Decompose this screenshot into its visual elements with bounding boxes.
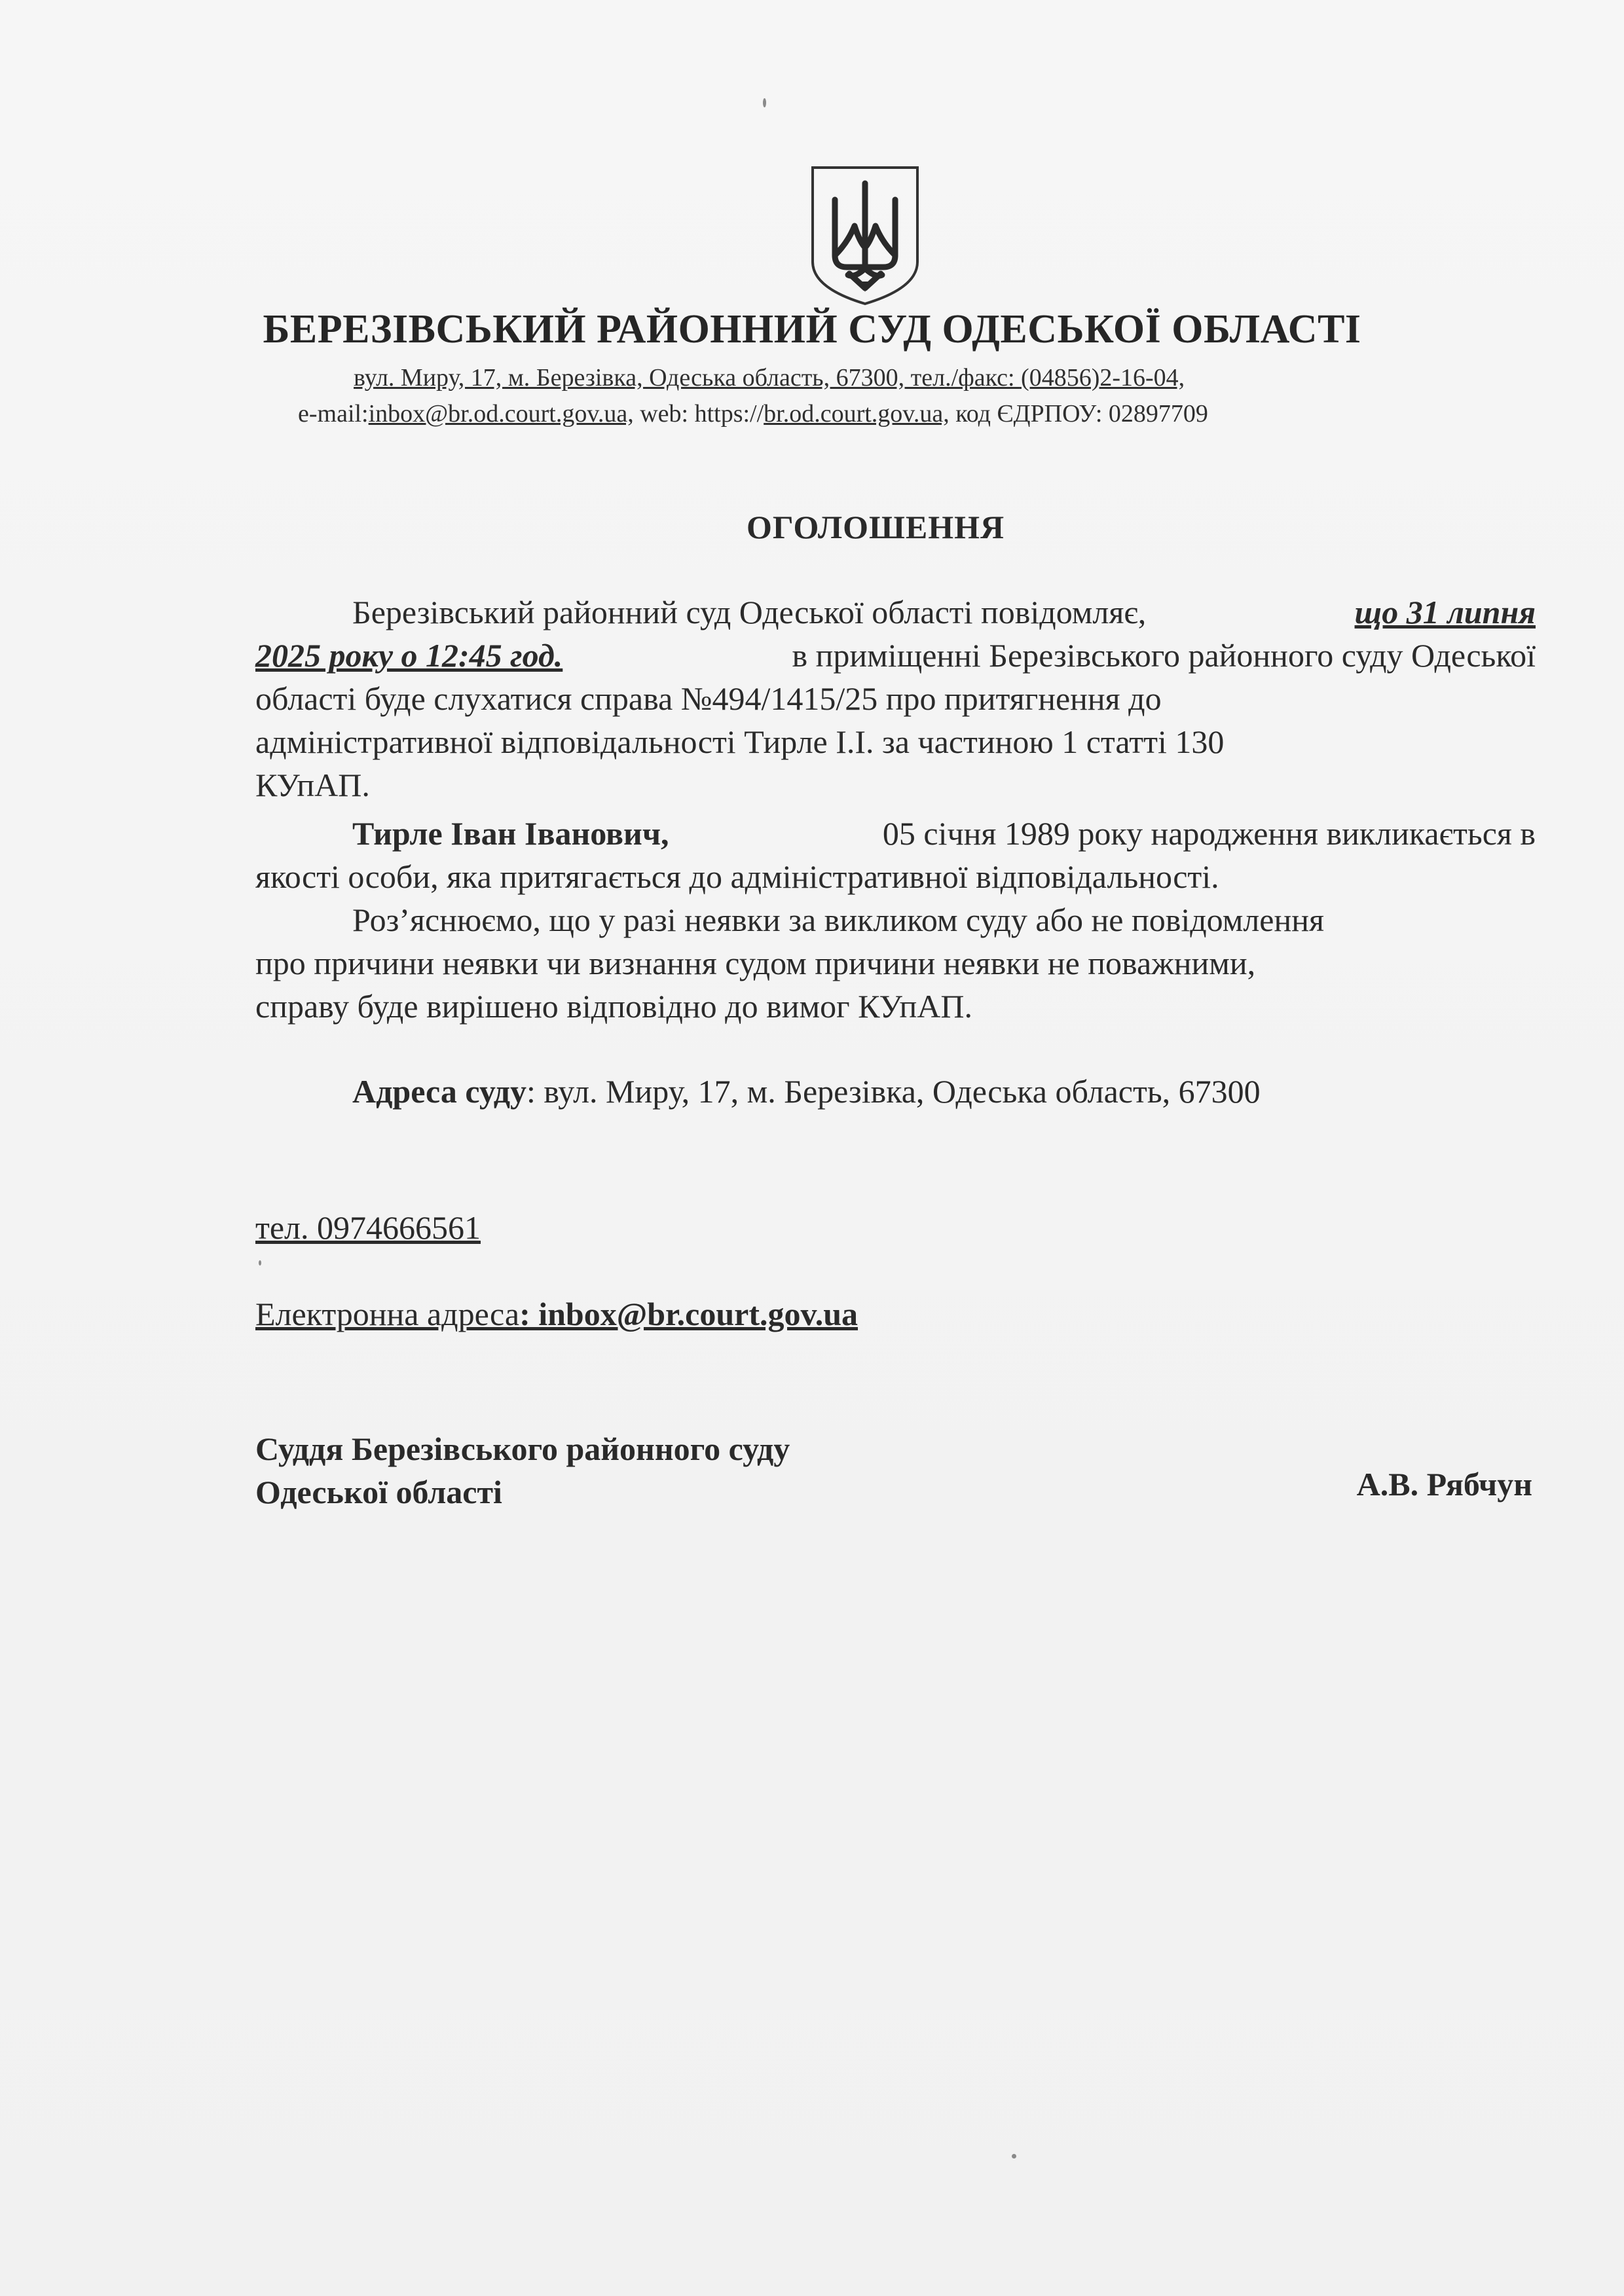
- phone-number[interactable]: тел. 0974666561: [255, 1209, 481, 1246]
- line-text: якості особи, яка притягається до адміністративної відповідальності.: [255, 858, 1219, 895]
- email-contact-link[interactable]: : inbox@br.court.gov.ua: [519, 1296, 858, 1332]
- line-text: 05 січня 1989 року народження викликається в: [882, 815, 1536, 852]
- web-label: web: https://: [633, 400, 764, 428]
- paragraph-line: [255, 855, 1536, 898]
- scan-speck: [259, 1260, 261, 1266]
- person-name: Тирле Іван Іванович,: [352, 815, 669, 852]
- judge-title-line: Одеської області: [255, 1474, 502, 1510]
- court-contacts-line: [298, 399, 1208, 428]
- hearing-time: 2025 року о 12:45 год.: [255, 637, 563, 674]
- judge-title: [255, 1427, 790, 1514]
- paragraph-hearing: [255, 591, 1536, 807]
- document-title: ОГОЛОШЕННЯ: [747, 509, 1005, 545]
- header-web-link[interactable]: br.od.court.gov.ua,: [764, 400, 950, 428]
- email-contact-label: Електронна адреса: [255, 1296, 520, 1332]
- line-text: про причини неявки чи визнання судом причини неявки не поважними,: [255, 945, 1256, 981]
- court-address-line: вул. Миру, 17, м. Березівка, Одеська область, 67300, тел./факс: (04856)2-16-04,: [354, 364, 1185, 392]
- paragraph-line: [255, 591, 1536, 634]
- line-text: в приміщенні Березівського районного суду Одеської: [792, 637, 1536, 674]
- judge-name: А.В. Рябчун: [1356, 1466, 1532, 1503]
- header-email-link[interactable]: inbox@br.od.court.gov.ua,: [368, 400, 634, 428]
- scan-speck: [763, 98, 766, 107]
- judge-title-line: Суддя Березівського районного суду: [255, 1430, 790, 1467]
- line-text: КУпАП.: [255, 767, 370, 803]
- court-name: БЕРЕЗІВСЬКИЙ РАЙОННИЙ СУД ОДЕСЬКОЇ ОБЛАСТІ: [263, 307, 1361, 352]
- paragraph-line: [255, 898, 1536, 941]
- edrpou-code: код ЄДРПОУ: 02897709: [949, 400, 1208, 428]
- paragraph-line: [255, 941, 1536, 985]
- coat-of-arms-icon: [809, 164, 921, 308]
- paragraph-line: [255, 763, 1536, 807]
- line-text: області буде слухатися справа №494/1415/25 про притягнення до: [255, 680, 1162, 717]
- email-label: e-mail:: [298, 400, 369, 428]
- paragraph-summons: [255, 812, 1536, 898]
- paragraph-line: [255, 812, 1536, 855]
- court-address-value: : вул. Миру, 17, м. Березівка, Одеська область, 67300: [526, 1073, 1261, 1110]
- paragraph-line: [255, 720, 1536, 763]
- hearing-date: що 31 липня: [1354, 594, 1536, 630]
- court-address-label: Адреса суду: [352, 1073, 526, 1110]
- line-text: адміністративної відповідальності Тирле І.І. за частиною 1 статті 130: [255, 723, 1225, 760]
- paragraph-warning: [255, 898, 1536, 1028]
- paragraph-line: [255, 677, 1536, 720]
- paragraph-line: [255, 634, 1536, 677]
- email-contact: [255, 1295, 858, 1333]
- paragraph-line: [255, 985, 1536, 1028]
- line-text: справу буде вирішено відповідно до вимог КУпАП.: [255, 988, 972, 1025]
- scan-speck: [1012, 2154, 1016, 2159]
- court-address: [352, 1072, 1261, 1110]
- line-text: Роз’яснюємо, що у разі неявки за викликом суду або не повідомлення: [352, 902, 1325, 938]
- line-text: Березівський районний суд Одеської області повідомляє,: [352, 594, 1147, 630]
